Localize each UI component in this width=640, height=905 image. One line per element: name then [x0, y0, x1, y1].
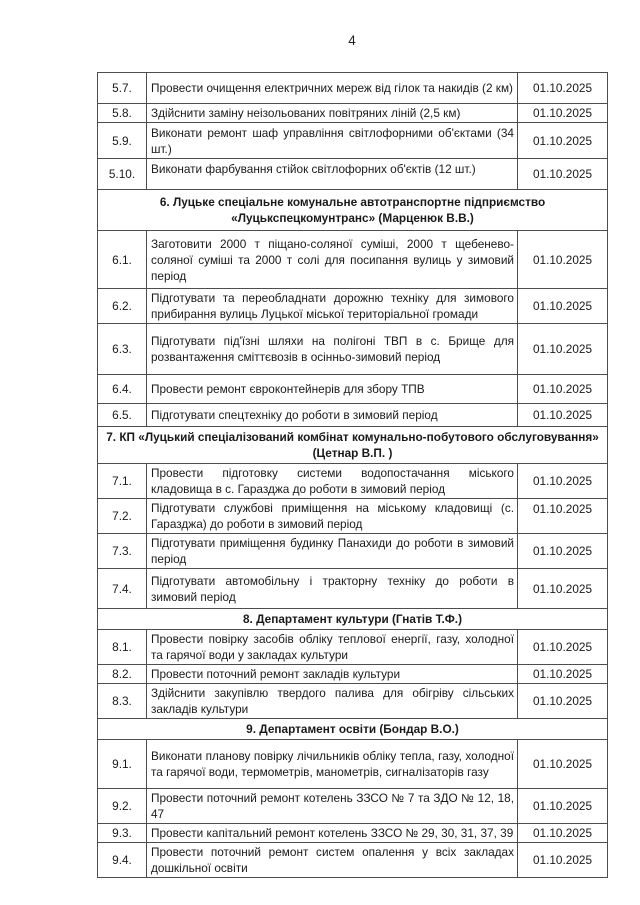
task-cell: Провести поточний ремонт закладів культури — [147, 665, 518, 684]
deadline-cell: 01.10.2025 — [518, 123, 608, 159]
section-header-row — [98, 190, 608, 231]
section-title-line: 6. Луцьке спеціальне комунальне автотранспортне підприємство — [159, 195, 546, 209]
row-number-cell: 6.1. — [98, 231, 147, 289]
row-number-cell: 6.3. — [98, 324, 147, 375]
task-cell: Провести капітальний ремонт котелень ЗЗСО № 29, 30, 31, 37, 39 — [147, 824, 518, 843]
table-row — [98, 569, 608, 609]
task-cell: Підготувати спецтехніку до роботи в зимовий період — [147, 404, 518, 427]
table-row — [98, 123, 608, 159]
row-number-cell: 5.7. — [98, 73, 147, 104]
row-number-cell: 6.5. — [98, 404, 147, 427]
task-cell: Підготувати та переобладнати дорожню техніку для зимового прибирання вулиць Луцької міської територіальної громади — [147, 289, 518, 324]
row-number-cell: 7.1. — [98, 464, 147, 499]
row-number-cell: 9.3. — [98, 824, 147, 843]
row-number-cell: 5.10. — [98, 159, 147, 190]
table-row — [98, 789, 608, 824]
task-cell: Виконати планову повірку лічильників обліку тепла, газу, холодної та гарячої води, термометрів, манометрів, сигналізаторів газу — [147, 740, 518, 789]
section-header-row — [98, 609, 608, 630]
deadline-cell: 01.10.2025 — [518, 73, 608, 104]
row-number-cell: 8.2. — [98, 665, 147, 684]
task-cell: Провести повірку засобів обліку теплової енергії, газу, холодної та гарячої води у закладах культури — [147, 630, 518, 665]
section-title-line: 8. Департамент культури (Гнатів Т.Ф.) — [242, 612, 463, 626]
row-number-cell: 9.4. — [98, 843, 147, 878]
deadline-cell: 01.10.2025 — [518, 324, 608, 375]
deadline-cell: 01.10.2025 — [518, 104, 608, 123]
task-cell: Заготовити 2000 т піщано-соляної суміші, 2000 т щебенево-соляної суміші та 2000 т солі для посипання вулиць у зимовий період — [147, 231, 518, 289]
table-row — [98, 159, 608, 190]
deadline-cell: 01.10.2025 — [518, 231, 608, 289]
task-cell: Провести поточний ремонт котелень ЗЗСО № 7 та ЗДО № 12, 18, 47 — [147, 789, 518, 824]
table-row — [98, 324, 608, 375]
table-row — [98, 740, 608, 789]
row-number-cell: 9.2. — [98, 789, 147, 824]
table-row — [98, 499, 608, 534]
row-number-cell: 7.3. — [98, 534, 147, 569]
row-number-cell: 7.2. — [98, 499, 147, 534]
task-cell: Здійснити закупівлю твердого палива для обігріву сільських закладів культури — [147, 684, 518, 719]
table-row — [98, 231, 608, 289]
table-row — [98, 665, 608, 684]
task-cell: Підготувати під'їзні шляхи на полігоні ТВП в с. Брище для розвантаження сміттєвозів в осінньо-зимовий період — [147, 324, 518, 375]
table-row — [98, 104, 608, 123]
task-cell: Підготувати службові приміщення на міському кладовищі (с. Гаразджа) до роботи в зимовий період — [147, 499, 518, 534]
table-row — [98, 824, 608, 843]
table-row — [98, 630, 608, 665]
task-cell: Підготувати автомобільну і тракторну техніку до роботи в зимовий період — [147, 569, 518, 609]
deadline-cell: 01.10.2025 — [518, 569, 608, 609]
table-row — [98, 73, 608, 104]
deadline-cell: 01.10.2025 — [518, 159, 608, 190]
deadline-cell: 01.10.2025 — [518, 824, 608, 843]
task-cell: Провести очищення електричних мереж від гілок та накидів (2 км) — [147, 73, 518, 104]
section-title — [98, 190, 608, 231]
section-title — [98, 609, 608, 630]
row-number-cell: 8.1. — [98, 630, 147, 665]
deadline-cell: 01.10.2025 — [518, 499, 608, 534]
deadline-cell: 01.10.2025 — [518, 665, 608, 684]
plan-table-body — [98, 73, 608, 878]
section-title-line: 9. Департамент освіти (Бондар В.О.) — [246, 722, 459, 736]
table-row — [98, 534, 608, 569]
table-row — [98, 404, 608, 427]
row-number-cell: 5.8. — [98, 104, 147, 123]
table-row — [98, 843, 608, 878]
deadline-cell: 01.10.2025 — [518, 684, 608, 719]
row-number-cell: 8.3. — [98, 684, 147, 719]
task-cell: Провести поточний ремонт систем опалення у всіх закладах дошкільної освіти — [147, 843, 518, 878]
page-number: 4 — [348, 33, 356, 48]
row-number-cell: 5.9. — [98, 123, 147, 159]
row-number-cell: 6.4. — [98, 375, 147, 404]
section-title — [98, 427, 608, 464]
deadline-cell: 01.10.2025 — [518, 464, 608, 499]
deadline-cell: 01.10.2025 — [518, 630, 608, 665]
deadline-cell: 01.10.2025 — [518, 534, 608, 569]
deadline-cell: 01.10.2025 — [518, 789, 608, 824]
section-title — [98, 719, 608, 740]
table-row — [98, 464, 608, 499]
row-number-cell: 9.1. — [98, 740, 147, 789]
section-header-row — [98, 427, 608, 464]
table-row — [98, 289, 608, 324]
row-number-cell: 7.4. — [98, 569, 147, 609]
task-cell: Провести ремонт євроконтейнерів для збору ТПВ — [147, 375, 518, 404]
table-row — [98, 684, 608, 719]
table-row — [98, 375, 608, 404]
section-header-row — [98, 719, 608, 740]
task-cell: Виконати фарбування стійок світлофорних об'єктів (12 шт.) — [147, 159, 518, 190]
deadline-cell: 01.10.2025 — [518, 375, 608, 404]
deadline-cell: 01.10.2025 — [518, 843, 608, 878]
deadline-cell: 01.10.2025 — [518, 289, 608, 324]
task-cell: Виконати ремонт шаф управління світлофорними об'єктами (34 шт.) — [147, 123, 518, 159]
deadline-cell: 01.10.2025 — [518, 404, 608, 427]
task-cell: Підготувати приміщення будинку Панахиди до роботи в зимовий період — [147, 534, 518, 569]
task-cell: Провести підготовку системи водопостачання міського кладовища в с. Гаразджа до роботи в зимовий період — [147, 464, 518, 499]
section-title-line: «Луцькспецкомунтранс» (Марценюк В.В.) — [231, 211, 474, 225]
section-title-line: 7. КП «Луцький спеціалізований комбінат комунально-побутового обслуговування» — [106, 430, 599, 444]
task-cell: Здійснити заміну неізольованих повітряних ліній (2,5 км) — [147, 104, 518, 123]
row-number-cell: 6.2. — [98, 289, 147, 324]
plan-table — [97, 72, 608, 878]
section-title-line: (Цетнар В.П. ) — [312, 446, 393, 460]
deadline-cell: 01.10.2025 — [518, 740, 608, 789]
